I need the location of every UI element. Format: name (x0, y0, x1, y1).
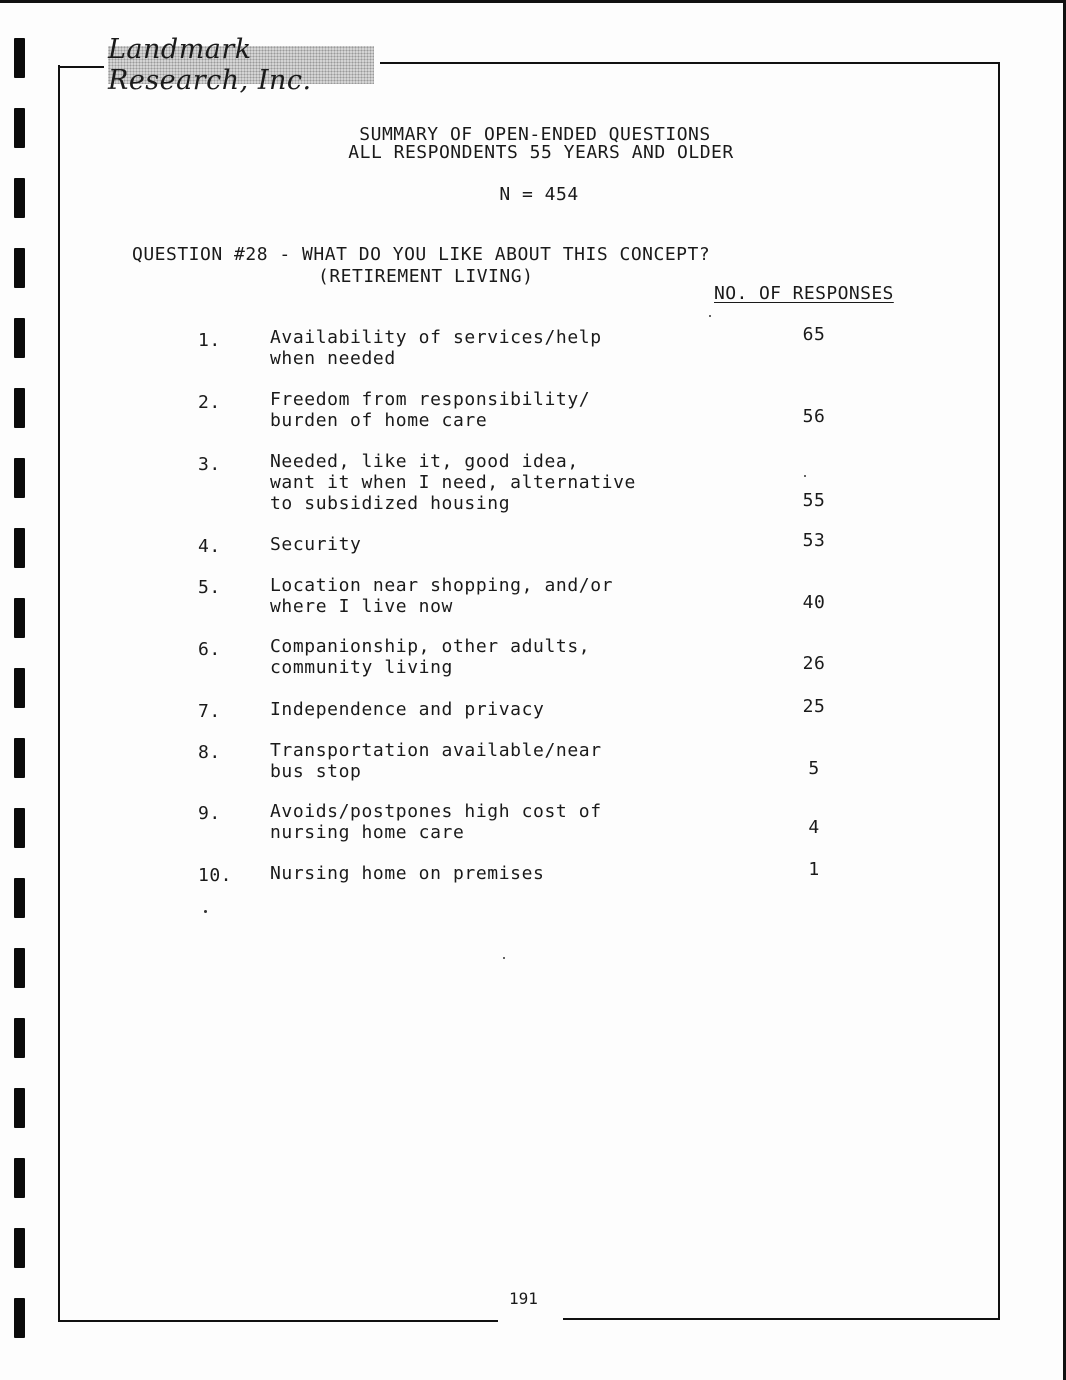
report-subtitle: ALL RESPONDENTS 55 YEARS AND OLDER (348, 142, 734, 163)
binding-hole (14, 808, 25, 848)
binding-hole (14, 948, 25, 988)
scan-speck (503, 957, 505, 959)
binding-hole (14, 528, 25, 568)
sample-size: N = 454 (499, 184, 579, 205)
binding-hole (14, 38, 25, 78)
item-number: 5. (198, 577, 221, 598)
item-count: 26 (802, 653, 826, 674)
scan-speck (204, 910, 207, 913)
item-text: Freedom from responsibility/ burden of home care (270, 389, 591, 431)
item-text: Security (270, 534, 362, 555)
item-text: Independence and privacy (270, 699, 545, 720)
scan-speck (709, 315, 711, 317)
binding-holes (14, 0, 26, 1380)
binding-hole (14, 1298, 25, 1338)
item-text: Nursing home on premises (270, 863, 545, 884)
frame-border-bottom (563, 1318, 1000, 1320)
company-logo-text: Landmark Research, Inc. (108, 34, 312, 96)
company-logo (108, 34, 374, 96)
binding-hole (14, 878, 25, 918)
item-number: 3. (198, 454, 221, 475)
item-text: Companionship, other adults, community living (270, 636, 591, 678)
item-text: Availability of services/help when needed (270, 327, 602, 369)
binding-hole (14, 388, 25, 428)
report-title: SUMMARY OF OPEN-ENDED QUESTIONS (359, 124, 711, 145)
item-count: 40 (802, 592, 826, 613)
binding-hole (14, 318, 25, 358)
item-number: 2. (198, 392, 221, 413)
item-number: 7. (198, 701, 221, 722)
binding-hole (14, 248, 25, 288)
frame-border-top (380, 62, 1000, 64)
frame-border-bottom (58, 1320, 498, 1322)
item-count: 4 (808, 817, 820, 838)
item-count: 1 (808, 859, 820, 880)
binding-hole (14, 598, 25, 638)
page-number: 191 (509, 1289, 538, 1308)
item-text: Location near shopping, and/or where I live now (270, 575, 614, 617)
item-count: 65 (802, 324, 826, 345)
item-number: 4. (198, 536, 221, 557)
question-heading: QUESTION #28 - WHAT DO YOU LIKE ABOUT THIS CONCEPT? (132, 244, 711, 265)
item-number: 1. (198, 330, 221, 351)
item-count: 56 (802, 406, 826, 427)
frame-border-top (58, 66, 104, 68)
item-number: 10. (198, 865, 233, 886)
frame-border-right (998, 62, 1000, 1320)
page-top-edge (0, 0, 1066, 3)
binding-hole (14, 1018, 25, 1058)
item-number: 8. (198, 742, 221, 763)
item-number: 9. (198, 803, 221, 824)
question-subheading: (RETIREMENT LIVING) (318, 266, 534, 287)
item-count: 5 (808, 758, 820, 779)
binding-hole (14, 668, 25, 708)
item-count: 55 (802, 490, 826, 511)
item-text: Avoids/postpones high cost of nursing home care (270, 801, 602, 843)
frame-border-left (58, 65, 60, 1321)
item-text: Needed, like it, good idea, want it when I need, alternative to subsidized housing (270, 451, 636, 514)
item-text: Transportation available/near bus stop (270, 740, 602, 782)
item-number: 6. (198, 639, 221, 660)
item-count: 53 (802, 530, 826, 551)
scan-speck (804, 475, 806, 477)
binding-hole (14, 1088, 25, 1128)
binding-hole (14, 1228, 25, 1268)
binding-hole (14, 458, 25, 498)
responses-column-header: NO. OF RESPONSES (714, 283, 894, 304)
binding-hole (14, 738, 25, 778)
binding-hole (14, 1158, 25, 1198)
item-count: 25 (802, 696, 826, 717)
